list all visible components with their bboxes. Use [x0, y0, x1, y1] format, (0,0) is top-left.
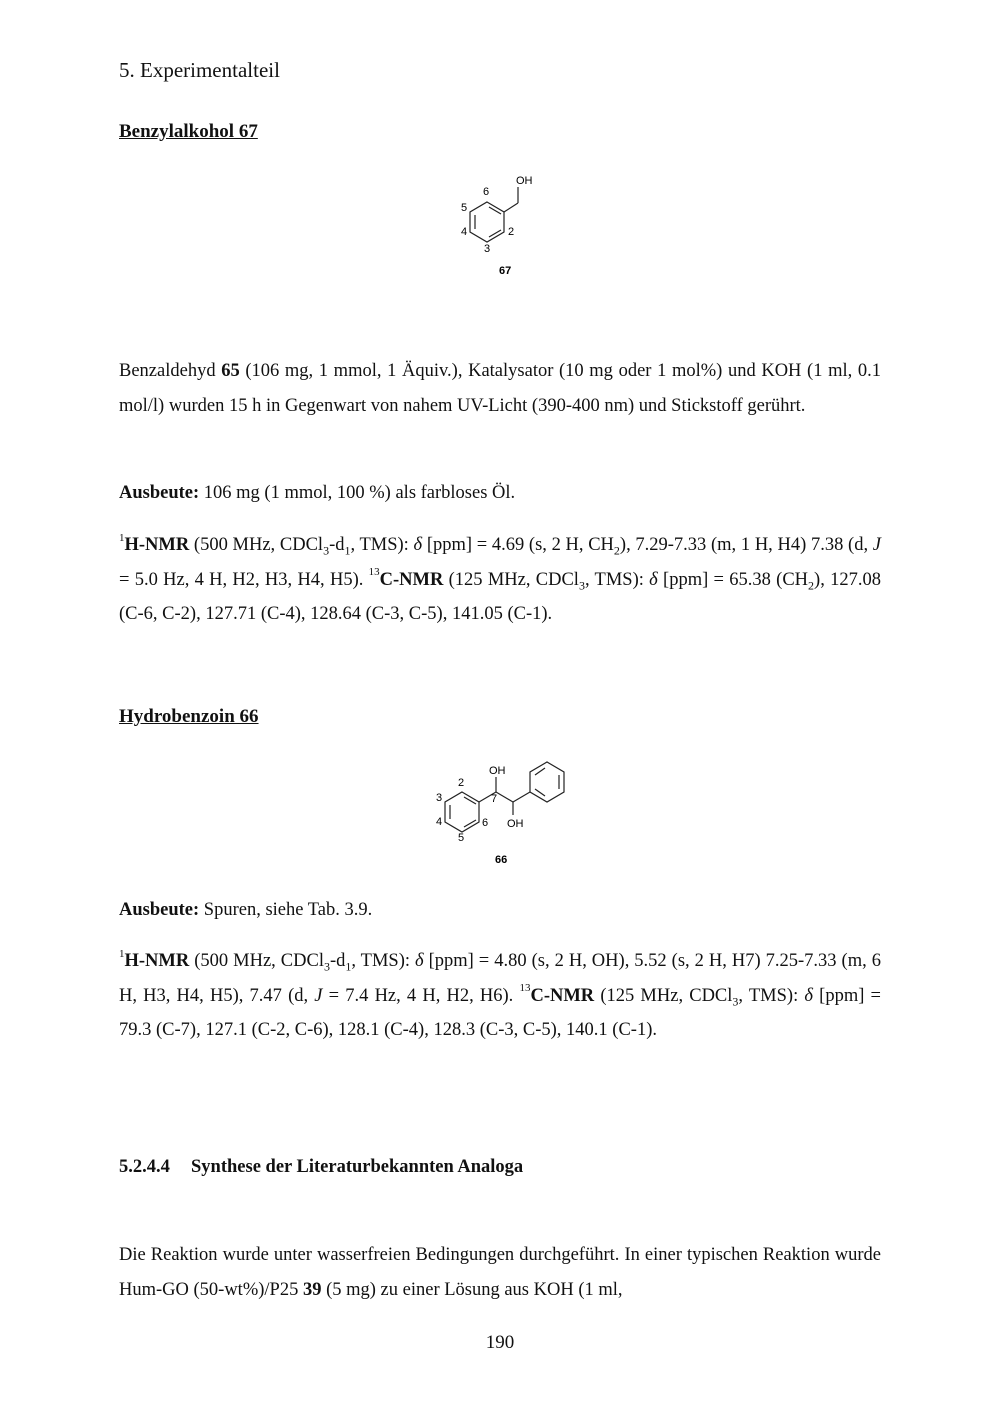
nmr-label: C-NMR	[379, 569, 444, 590]
nmr-text: , TMS):	[351, 951, 415, 971]
nmr-text: [ppm] = 4.69 (s, 2 H, CH	[422, 535, 614, 555]
nmr-sub: 3	[323, 543, 330, 558]
nmr-sub: 3	[732, 994, 739, 1009]
section-text: (5 mg) zu einer Lösung aus KOH (1 ml,	[321, 1279, 623, 1300]
nmr-sup: 13	[368, 566, 380, 579]
nmr-paragraph	[119, 944, 881, 1048]
atom-label-2: 2	[508, 226, 515, 238]
ring-double-bond	[464, 797, 476, 804]
nmr-sub: 2	[613, 543, 620, 558]
ring-double-bond	[535, 768, 545, 775]
ring-double-bond	[464, 820, 476, 827]
nmr-text: ), 7.29-7.33 (m, 1 H, H4) 7.38 (d,	[619, 535, 873, 555]
procedure-paragraph	[119, 354, 881, 423]
compound-number-label: 66	[495, 854, 508, 866]
nmr-text: , TMS):	[738, 985, 805, 1006]
oh-label: OH	[516, 175, 533, 187]
ch2-bond	[504, 203, 518, 212]
section-title: Synthese der Literaturbekannten Analoga	[191, 1157, 524, 1177]
procedure-text: Benzaldehyd	[119, 361, 222, 381]
atom-label-5: 5	[458, 832, 465, 844]
atom-label-5: 5	[461, 202, 468, 214]
yield-paragraph	[119, 476, 881, 511]
page-number: 190	[485, 1332, 515, 1353]
nmr-text: -d	[329, 951, 346, 971]
atom-label-4: 4	[461, 226, 468, 238]
yield-label: Ausbeute:	[119, 900, 200, 920]
section-text: Die Reaktion wurde unter wasserfreien Bedingungen durchgeführt. In einer typischen Reaktion wurde Hum-GO (50-wt%)/P25	[119, 1245, 881, 1300]
yield-text: Spuren, siehe Tab. 3.9.	[199, 900, 373, 920]
atom-label-6: 6	[482, 817, 489, 829]
nmr-paragraph	[119, 528, 881, 632]
nmr-text: (125 MHz, CDCl	[443, 569, 579, 590]
compound-heading-hydrobenzoin: Hydrobenzoin 66	[119, 706, 259, 727]
compound-heading-benzylalkohol: Benzylalkohol 67	[119, 121, 258, 142]
nmr-label: C-NMR	[530, 985, 595, 1006]
ring-double-bond	[489, 230, 501, 237]
ring-double-bond	[535, 789, 545, 796]
section-heading	[119, 1157, 523, 1178]
nmr-text: (500 MHz, CDCl	[189, 951, 324, 971]
nmr-text: , TMS):	[584, 569, 650, 590]
yield-paragraph	[119, 893, 881, 928]
nmr-text: [ppm] = 79.3 (C-7), 127.1 (C-2, C-6), 128.1 (C-4), 128.3 (C-3, C-5), 140.1 (C-1).	[119, 985, 881, 1040]
page-header: 5. Experimentalteil	[119, 58, 280, 82]
delta-symbol: δ	[415, 951, 424, 971]
nmr-text: = 7.4 Hz, 4 H, H2, H6).	[322, 985, 520, 1006]
section-paragraph	[119, 1238, 881, 1307]
coupling-j: J	[872, 535, 881, 555]
atom-label-2: 2	[458, 777, 465, 789]
nmr-text: [ppm] = 65.38 (CH	[657, 569, 809, 590]
benzyl-alcohol-structure	[440, 165, 570, 280]
section-number: 5.2.4.4	[119, 1157, 170, 1177]
oh-top-label: OH	[489, 765, 506, 777]
nmr-sup: 1	[119, 947, 125, 960]
compound-ref: 39	[302, 1279, 322, 1300]
yield-text: 106 mg (1 mmol, 100 %) als farbloses Öl.	[199, 483, 516, 503]
nmr-text: , TMS):	[350, 535, 414, 555]
atom-label-3: 3	[484, 243, 491, 255]
delta-symbol: δ	[413, 535, 423, 555]
compound-number-label: 67	[499, 265, 512, 277]
atom-label-7: 7	[491, 793, 498, 805]
nmr-sup: 13	[519, 982, 531, 995]
nmr-label: H-NMR	[124, 951, 190, 971]
coupling-j: J	[314, 985, 323, 1006]
nmr-sup: 1	[119, 531, 125, 544]
procedure-text: (106 mg, 1 mmol, 1 Äquiv.), Katalysator (10 mg oder 1 mol%) und KOH (1 ml, 0.1 mol/l) wurden 15 h in Gegenwart von nahem UV-Licht (390-400 nm) und Stickstoff gerührt.	[119, 361, 882, 416]
compound-ref: 65	[221, 361, 240, 381]
nmr-label: H-NMR	[124, 535, 190, 555]
ring-double-bond	[489, 207, 501, 214]
phenyl-bond	[513, 792, 530, 802]
nmr-text: (500 MHz, CDCl	[189, 535, 324, 555]
hydrobenzoin-structure	[425, 755, 585, 870]
yield-label: Ausbeute:	[119, 483, 200, 503]
nmr-sub: 2	[808, 578, 815, 593]
nmr-text: [ppm] = 4.80 (s, 2 H, OH), 5.52 (s, 2 H, H7) 7.25-7.33 (m, 6 H, H3, H4, H5), 7.47 (d,	[119, 951, 881, 1006]
nmr-sub: 3	[323, 959, 330, 974]
nmr-sub: 1	[345, 959, 352, 974]
nmr-text: ), 127.08 (C-6, C-2), 127.71 (C-4), 128.64 (C-3, C-5), 141.05 (C-1).	[119, 569, 881, 624]
nmr-sub: 1	[344, 543, 351, 558]
delta-symbol: δ	[649, 569, 658, 590]
atom-label-3: 3	[436, 792, 443, 804]
nmr-text: (125 MHz, CDCl	[594, 985, 733, 1006]
delta-symbol: δ	[804, 985, 813, 1006]
nmr-text: = 5.0 Hz, 4 H, H2, H3, H4, H5).	[119, 569, 369, 590]
nmr-sub: 3	[578, 578, 585, 593]
c-c-bond	[496, 792, 513, 802]
atom-label-4: 4	[436, 816, 443, 828]
oh-bottom-label: OH	[507, 818, 524, 830]
nmr-text: -d	[329, 535, 345, 555]
atom-label-6: 6	[483, 186, 490, 198]
